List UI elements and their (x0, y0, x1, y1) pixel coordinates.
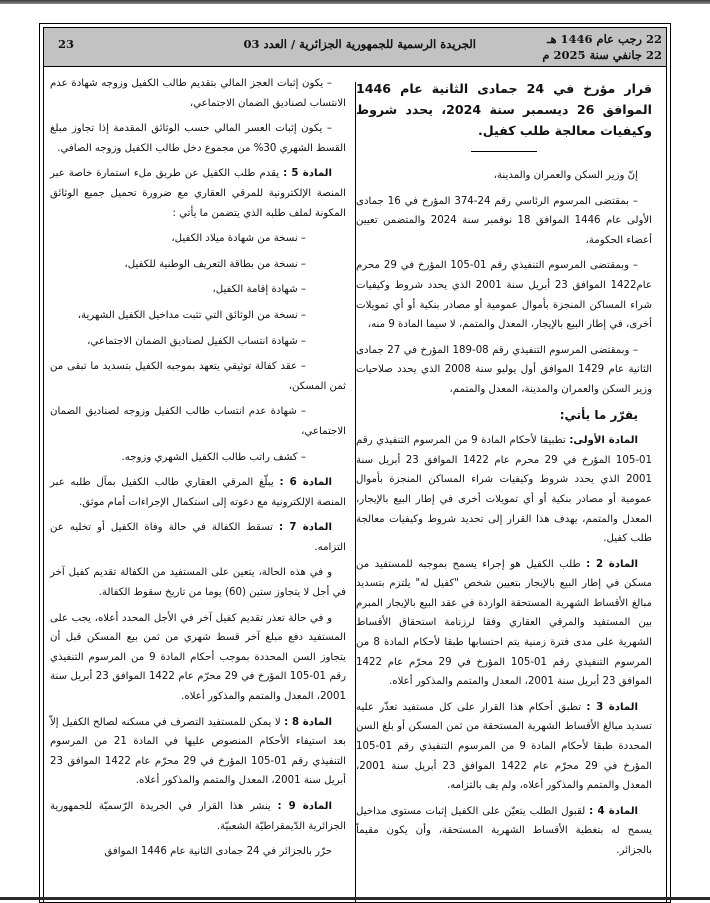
article-text: يقدم طلب الكفيل عن طريق ملء استمارة خاصة عبر المنصة الإلكترونية للمرقي العقاري مع ضرورة تحميل جميع الوثائق المكونة لملف طلبه الذي يتضمن ما يأتي : (50, 168, 346, 219)
minister-intro: إنّ وزير السكن والعمران والمدينة، (493, 170, 638, 181)
right-column (356, 74, 652, 867)
condition-1: – يكون إثبات العجز المالي بتقديم طالب الكفيل وزوجه شهادة عدم الانتساب لصناديق الضمان الاجتماعي، (50, 78, 346, 109)
document-item: – نسخة من الوثائق التي تثبت مداخيل الكفيل الشهرية، (77, 309, 306, 321)
article-text: ينشر هذا القرار في الجريدة الرّسميّة للجمهورية الجزائرية الدّيمقراطيّة الشعبيّة. (50, 801, 346, 832)
article-2 (356, 555, 652, 692)
article-text: تطبق أحكام هذا القرار على كل مستفيد تعذّر عليه تسديد مبالغ الأقساط الشهرية المستحقة من ثمن المسكن أو بلغ السن المحددة طبقا لأحكام المادة 9 من المرسوم التنفيذي رقم 01-105 المؤرخ في 29 محرّم عام 1422 الموافق 23 أبريل سنة 2001، المعدل والمتمم والمذكور أعلاه، ولم يف بالتزامه. (356, 701, 652, 792)
left-column (50, 74, 346, 868)
decides-heading: يقرّر ما يأتي: (559, 407, 638, 422)
page-inner-frame (43, 27, 667, 902)
article-7 (50, 518, 346, 557)
article-label: المادة 7 : (279, 522, 332, 534)
article-text: لا يمكن للمستفيد التصرف في مسكنه لصالح الكفيل إلاّ بعد استيفاء الأحكام المنصوص عليها في المادة 21 من المرسوم التنفيذي رقم 01-105 المؤرخ في 29 محرّم عام 1422 الموافق 23 أبريل سنة 2001، المعدل والمتمم والمذكور أعلاه. (50, 716, 346, 787)
document-item: – عقد كفالة توثيقي يتعهد بموجبه الكفيل بتسديد ما تبقى من ثمن المسكن، (50, 361, 346, 392)
consideration-3: – وبمقتضى المرسوم التنفيذي رقم 08-189 المؤرخ في 27 جمادى الثانية عام 1429 الموافق أول يوليو سنة 2008 الذي يحدد صلاحيات وزير السكن والعمران والمدينة، المعدل والمتمم، (356, 344, 653, 395)
column-separator (355, 82, 356, 902)
article-label: المادة 5 : (283, 168, 332, 180)
window-top-edge (0, 0, 710, 4)
article-text: يبلّغ المرقي العقاري طالب الكفيل بمآل طلبه عبر المنصة الإلكترونية مع دعوته إلى استكمال الإجراءات أمام موثق. (50, 477, 346, 508)
article-1 (356, 431, 652, 549)
document-item: – شهادة انتساب الكفيل لصناديق الضمان الاجتماعي، (87, 335, 306, 347)
hijri-date: 22 رجب عام 1446 هـ (547, 32, 662, 46)
article-8 (50, 713, 346, 791)
document-item: – شهادة عدم انتساب طالب الكفيل وزوجه لصناديق الضمان الاجتماعي، (50, 406, 346, 437)
article-label: المادة 2 : (586, 558, 639, 570)
article-text: تطبيقا لأحكام المادة 9 من المرسوم التنفيذي رقم 01-105 المؤرخ في 29 محرم عام 1422 الموافق 23 أبريل سنة 2001 الذي يحدد شروط وكيفيات شراء المساكن المنجزة بأموال عمومية أو مصادر بنكية أو أي تمويلات أخرى في إطار البيع بالإيجار، المعدل والمتمم، يهدف هذا القرار إلى تحديد شروط وكيفيات معالجة طلب كفيل. (356, 435, 652, 545)
page-header (44, 28, 666, 67)
article-label: المادة 9 : (277, 801, 333, 812)
article-label: المادة 6 : (279, 477, 333, 489)
document-item: – كشف راتب طالب الكفيل الشهري وزوجه. (121, 451, 306, 463)
title-divider (471, 151, 537, 152)
document-item: – نسخة من شهادة ميلاد الكفيل، (171, 233, 306, 245)
article-text: تسقط الكفالة في حالة وفاة الكفيل أو تخليه عن التزامه. (50, 522, 346, 553)
article-6 (50, 473, 346, 512)
consideration-1: – بمقتضى المرسوم الرئاسي رقم 24-374 المؤرخ في 16 جمادى الأولى عام 1446 الموافق 18 نوفمبر سنة 2024 والمتضمن تعيين أعضاء الحكومة، (356, 195, 652, 246)
article-label: المادة 3 : (586, 701, 638, 713)
article-4 (356, 802, 652, 861)
article-3 (356, 698, 652, 796)
issue-date (542, 31, 662, 63)
page-frame (39, 23, 671, 903)
article-9 (50, 797, 346, 836)
article-text: لقبول الطلب يتعيّن على الكفيل إثبات مستوى مداخيل يسمح له بتغطية الأقساط الشهرية المستحقة، وأن يكون مقيماً بالجزائر. (356, 805, 652, 856)
article-7-paragraph: و في حالة تعذر تقديم كفيل آخر في الأجل المحدد أعلاه، يجب على المستفيد دفع مبلغ آخر قسط شهري من ثمن بيع المسكن قبل أن يتجاوز السن المحددة بموجب أحكام المادة 9 من المرسوم التنفيذي رقم 01-105 المؤرخ في 29 محرّم عام 1422 الموافق 23 أبريل سنة 2001، المعدل والمتمم والمذكور أعلاه. (50, 612, 347, 703)
page-number: 23 (58, 37, 75, 51)
gregorian-date: 22 جانفي سنة 2025 م (542, 48, 662, 62)
article-label: المادة 8 : (284, 716, 333, 728)
article-label: المادة الأولى: (569, 435, 638, 447)
article-text: طلب الكفيل هو إجراء يسمح بموجبه للمستفيد من مسكن في إطار البيع بالإيجار بتعيين شخص "كفيل له" يلتزم بتسديد مبالغ الأقساط الشهرية المستحقة الواردة في عقد البيع بالإيجار المبرم بين المستفيد والمرقي العقاري وفقا لرزنامة استحقاق الأقساط الشهرية على مدى فترة زمنية يتم احتسابها طبقا لأحكام المادة 8 من المرسوم التنفيذي رقم 01-105 المؤرخ في 29 محرّم عام 1422 الموافق 23 أبريل سنة 2001، المعدل والمتمم والمذكور أعلاه. (356, 558, 652, 688)
consideration-2: – وبمقتضى المرسوم التنفيذي رقم 01-105 المؤرخ في 29 محرم عام1422 الموافق 23 أبريل سنة 2001 الذي يحدد شروط وكيفيات شراء المساكن المنجزة بأموال عمومية أو مصادر بنكية أو أي تمويلات أخرى، في إطار البيع بالإيجار، المعدل والمتمم، لا سيما المادة 9 منه، (356, 260, 652, 331)
signature-line: حرّر بالجزائر في 24 جمادى الثانية عام 1446 الموافق (104, 846, 332, 858)
article-5 (50, 164, 346, 223)
decree-title: قرار مؤرخ في 24 جمادى الثانية عام 1446 الموافق 26 ديسمبر سنة 2024، يحدد شروط وكيفيات معالجة طلب كفيل. (356, 81, 652, 138)
condition-2: – يكون إثبات العسر المالي حسب الوثائق المقدمة إذا تجاوز مبلغ القسط الشهري 30% من مجموع دخل طالب الكفيل وزوجه الصافي. (50, 123, 346, 154)
article-7-paragraph: و في هذه الحالة، يتعين على المستفيد من الكفالة تقديم كفيل آخر في أجل لا يتجاوز ستين (60) يوما من تاريخ سقوط الكفالة. (50, 567, 346, 599)
document-item: – نسخة من بطاقة التعريف الوطنية للكفيل، (124, 258, 306, 270)
document-item: – شهادة إقامة الكفيل، (212, 284, 306, 296)
article-label: المادة 4 : (589, 805, 639, 817)
gazette-title: الجريدة الرسمية للجمهورية الجزائرية / العدد 03 (243, 37, 476, 51)
